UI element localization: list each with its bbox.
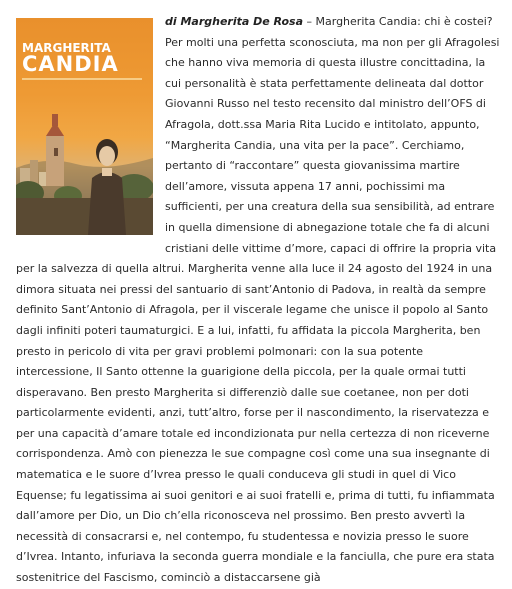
author-dash: – xyxy=(303,15,316,28)
article-author: di Margherita De Rosa xyxy=(165,15,304,28)
cover-title-line1: MARGHERITA xyxy=(22,41,111,55)
article-body: Margherita Candia: chi è costei? Per molti una perfetta sconosciuta, ma non per gli Afragolesi che hanno viva memoria di questa illustre concittadina, la cui personalità è stata perfettamente delineata dal dottor Giovanni Russo nel testo recensito dal ministro dell’OFS di Afragola, dott.ssa Maria Rita Lucido e intitolato, appunto, “Margherita Candia, una vita per la pace”. Cerchiamo, pertanto di “raccontare” questa giovanissima martire dell’amore, vissuta appena 17 anni, pochissimi ma sufficienti, per una creatura della sua sensibilità, ad entrare in quella dimensione di abnegazione totale che fa di alcuni cristiani delle vittime d’more, capaci di offrire la propria vita per la salvezza di quella altrui. Margherita venne alla luce il 24 agosto del 1924 in una dimora situata nei pressi del santuario di sant’Antonio di Padova, in realtà da sempre definito Sant’Antonio di Afragola, per il viscerale legame che unisce il popolo al Santo dagli infiniti poteri taumaturgici. E a lui, infatti, fu affidata la piccola Margherita, ben presto in pericolo di vita per gravi problemi polmonari: con la sua potente intercessione, Il Santo ottenne la guarigione della piccola, per la quale ormai tutti disperavano. Ben presto Margherita si differenziò dalle sue coetanee, non per doti particolarmente evidenti, anzi, tutt’altro, forse per il nascondimento, la riservatezza e per una capacità d’amare totale ed incondizionata pur nella certezza di non riceverne corrispondenza. Amò con pienezza le sue compagne così come una sua insegnante di matematica e le suore d’Ivrea presso le quali conduceva gli studi in quel di Vico Equense; fu legatissima ai suoi genitori e ai suoi fratelli e, prima di tutti, fu infiammata dall’amore per Dio, un Dio ch’ella riconosceva nel prossimo. Ben presto avvertì la necessità di consacrarsi e, nel contempo, fu studentessa e novizia presso le suore d’Ivrea. Intanto, infuriava la seconda guerra mondiale e la fanciulla, che pure era stata sostenitrice del Fascismo, cominciò a distaccarsene già xyxy=(16,15,500,585)
cover-subtitle-bar xyxy=(22,78,142,80)
book-cover-image xyxy=(16,18,153,235)
article xyxy=(16,12,500,589)
cover-title-line2: CANDIA xyxy=(22,52,119,76)
